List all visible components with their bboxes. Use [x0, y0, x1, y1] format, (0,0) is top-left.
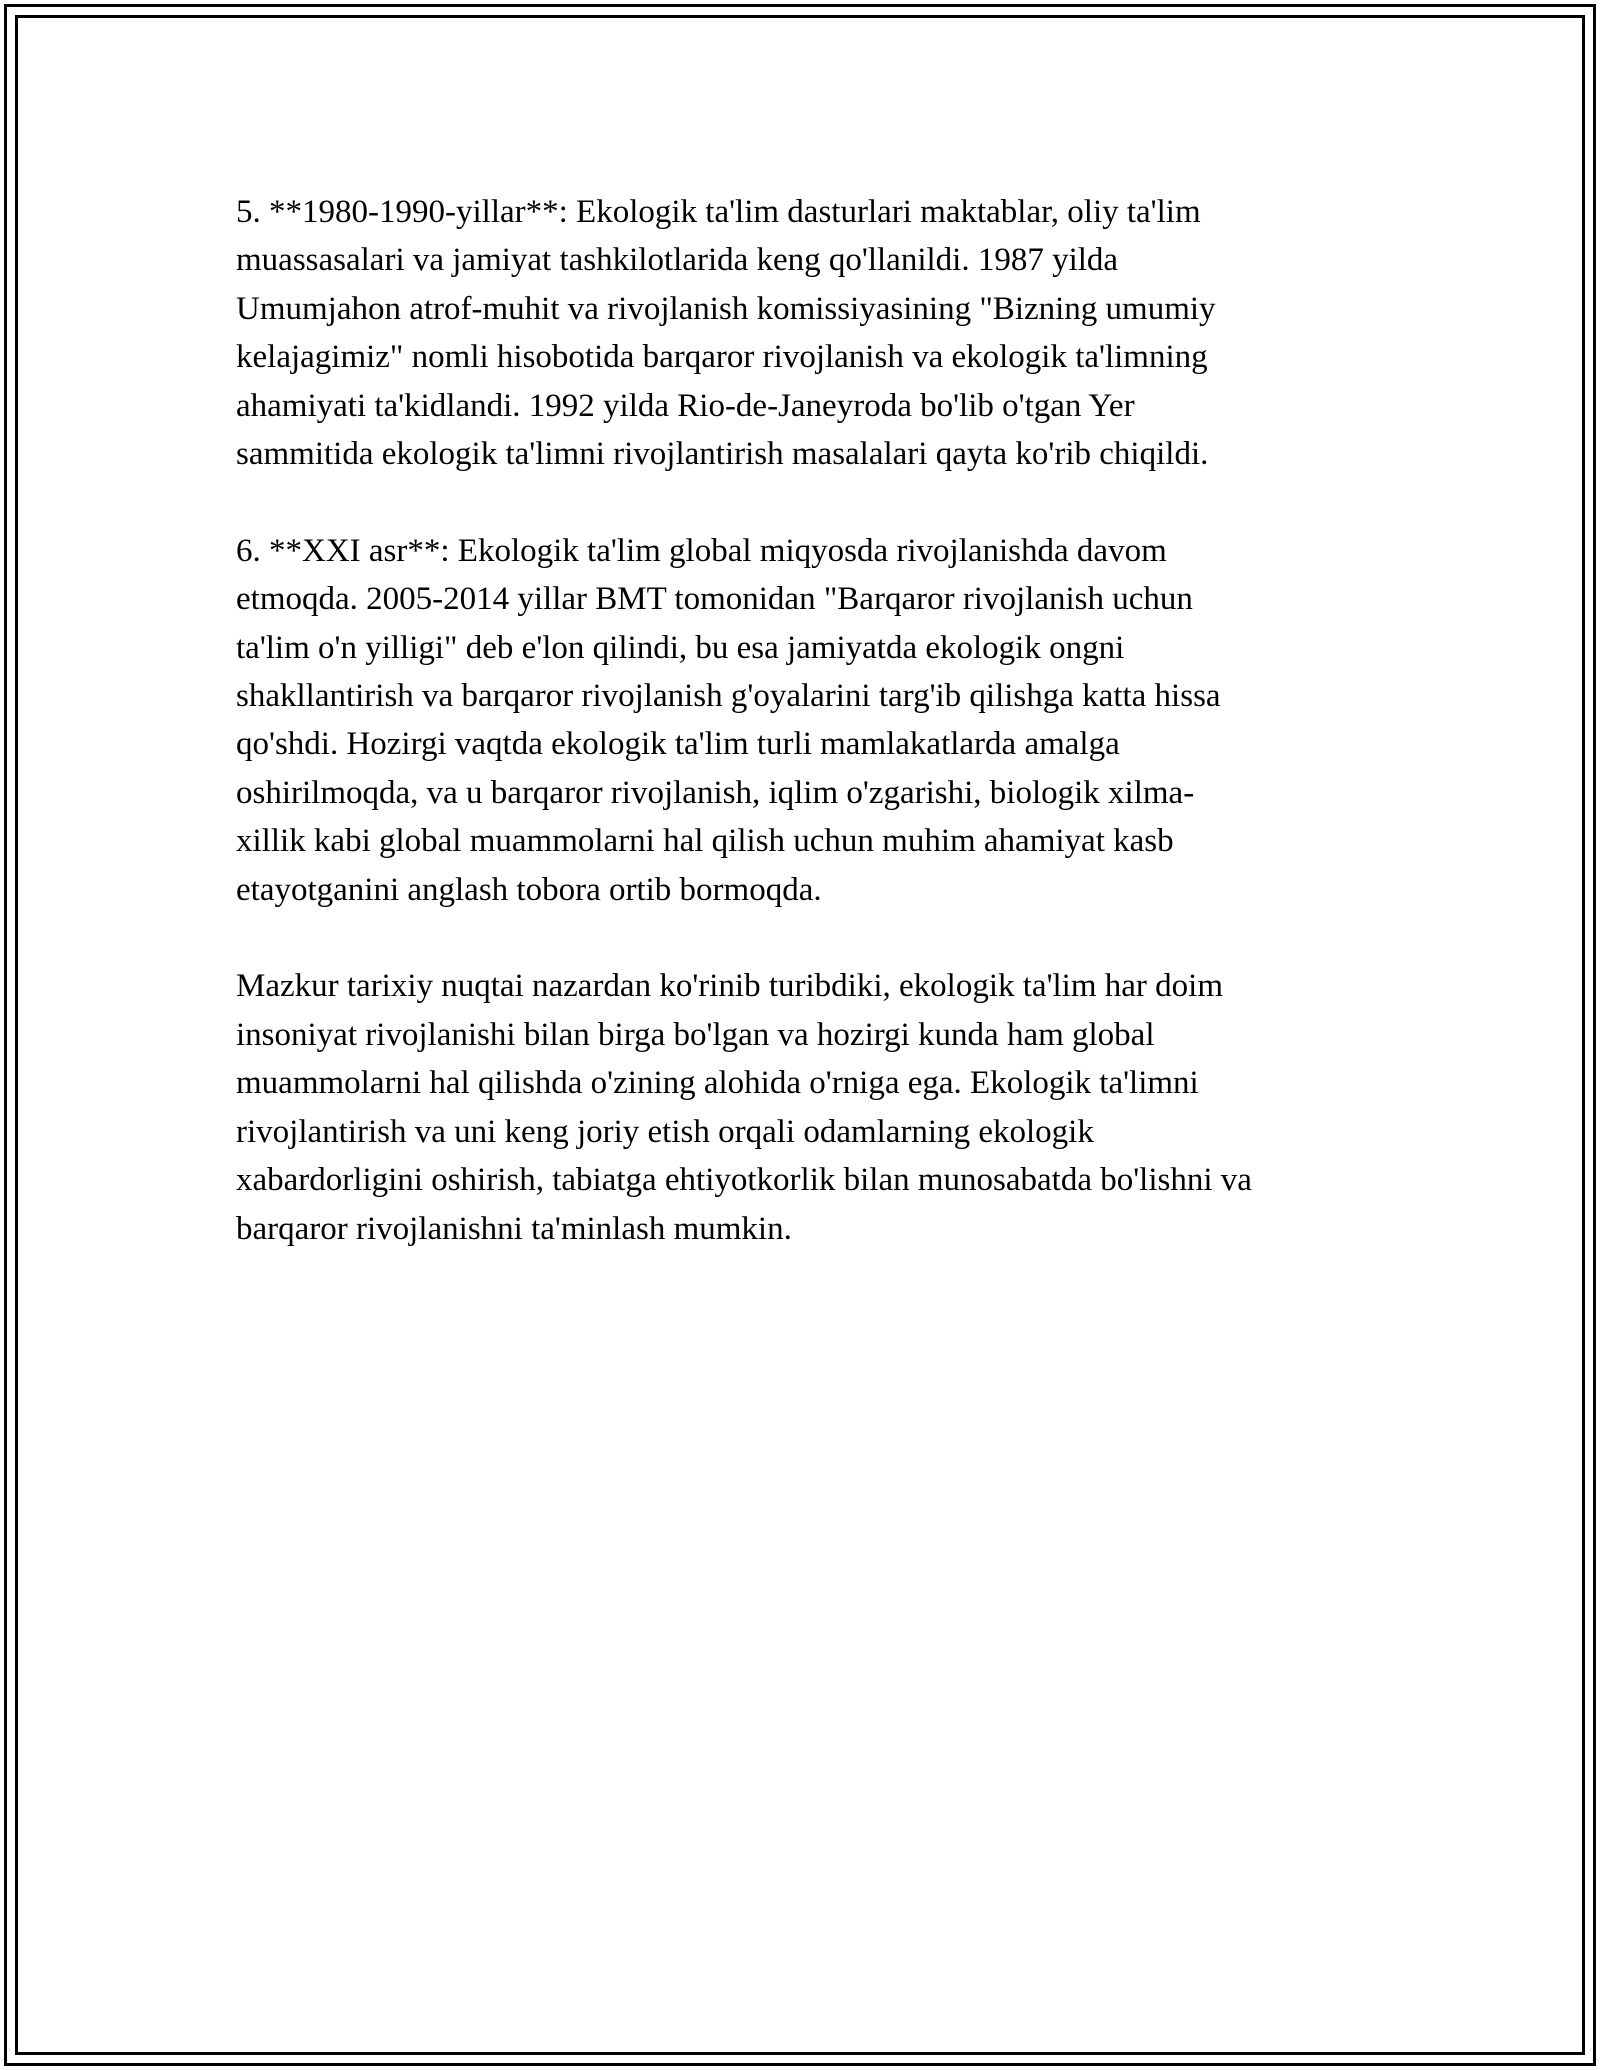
text-line: muammolarni hal qilishda o'zining alohida o'rniga ega. Ekologik ta'limni [236, 1065, 1199, 1102]
text-line: etayotganini anglash tobora ortib bormoqda. [236, 871, 822, 908]
text-line: etmoqda. 2005-2014 yillar BMT tomonidan "Barqaror rivojlanish uchun [236, 581, 1193, 618]
document-body [236, 188, 1416, 1301]
text-line: kelajagimiz" nomli hisobotida barqaror rivojlanish va ekologik ta'limning [236, 339, 1208, 376]
text-line: muassasalari va jamiyat tashkilotlarida keng qo'llanildi. 1987 yilda [236, 242, 1119, 279]
text-line: 6. **XXI asr**: Ekologik ta'lim global miqyosda rivojlanishda davom [236, 532, 1167, 569]
text-line: ta'lim o'n yilligi" deb e'lon qilindi, bu esa jamiyatda ekologik ongni [236, 629, 1125, 666]
text-line: 5. **1980-1990-yillar**: Ekologik ta'lim dasturlari maktablar, oliy ta'lim [236, 194, 1201, 230]
text-line: xabardorligini oshirish, tabiatga ehtiyotkorlik bilan munosabatda bo'lishni va [236, 1162, 1252, 1199]
text-line: qo'shdi. Hozirgi vaqtda ekologik ta'lim turli mamlakatlarda amalga [236, 726, 1120, 763]
text-line: barqaror rivojlanishni ta'minlash mumkin. [236, 1210, 792, 1247]
text-line: oshirilmoqda, va u barqaror rivojlanish, iqlim o'zgarishi, biologik xilma- [236, 774, 1195, 811]
text-line: insoniyat rivojlanishi bilan birga bo'lgan va hozirgi kunda ham global [236, 1016, 1155, 1053]
paragraph-conclusion [236, 962, 1416, 1252]
text-line: ahamiyati ta'kidlandi. 1992 yilda Rio-de-Janeyroda bo'lib o'tgan Yer [236, 387, 1135, 424]
text-line: Mazkur tarixiy nuqtai nazardan ko'rinib turibdiki, ekologik ta'lim har doim [236, 968, 1223, 1005]
text-line: xillik kabi global muammolarni hal qilish uchun muhim ahamiyat kasb [236, 823, 1174, 860]
text-line: rivojlantirish va uni keng joriy etish orqali odamlarning ekologik [236, 1113, 1094, 1150]
text-line: Umumjahon atrof-muhit va rivojlanish komissiyasining "Bizning umumiy [236, 290, 1216, 327]
text-line: shakllantirish va barqaror rivojlanish g'oyalarini targ'ib qilishga katta hissa [236, 678, 1221, 715]
text-line: sammitida ekologik ta'limni rivojlantirish masalalari qayta ko'rib chiqildi. [236, 436, 1209, 473]
paragraph-xxi-asr [236, 527, 1416, 914]
paragraph-1980-1990 [236, 188, 1416, 478]
